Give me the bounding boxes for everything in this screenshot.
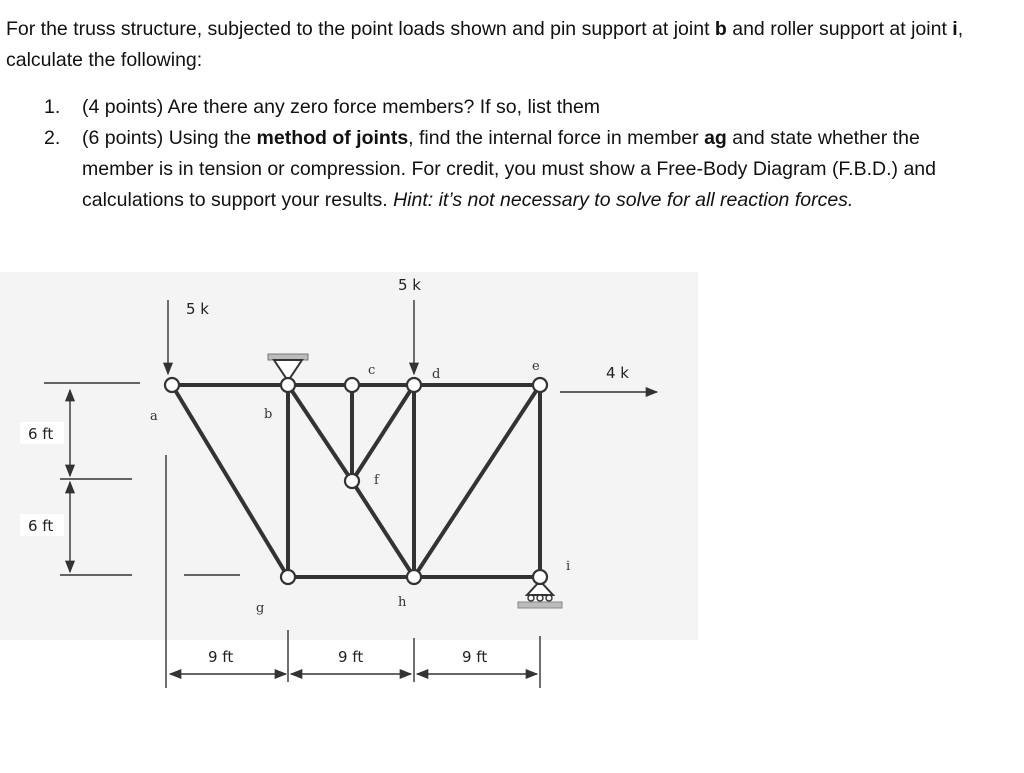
joint-i xyxy=(533,570,547,584)
problem-intro xyxy=(6,14,1006,76)
height-label-2: 6 ft xyxy=(28,517,54,535)
label-joint-d: d xyxy=(432,367,441,382)
question-2-number: 2. xyxy=(44,127,61,149)
label-joint-g: g xyxy=(256,601,265,616)
question-2-hint: Hint: it’s not necessary to solve for all reaction forces. xyxy=(393,189,854,211)
question-list xyxy=(44,92,994,216)
label-joint-b: b xyxy=(264,407,273,422)
question-1 xyxy=(44,92,994,123)
label-joint-i: i xyxy=(566,559,571,574)
label-joint-e: e xyxy=(532,359,540,374)
height-label-1: 6 ft xyxy=(28,425,54,443)
question-2-text-2: , find the internal force in member xyxy=(408,127,705,149)
span-label-1: 9 ft xyxy=(208,648,234,666)
load-label-e: 4 k xyxy=(606,364,629,382)
joint-b xyxy=(281,378,295,392)
intro-text-3: , calculate the following: xyxy=(6,18,964,71)
joint-g xyxy=(281,570,295,584)
question-1-text: (4 points) Are there any zero force members? If so, list them xyxy=(82,96,601,118)
question-2-member: ag xyxy=(704,127,727,149)
joint-e xyxy=(533,378,547,392)
intro-text-2: and roller support at joint xyxy=(726,18,953,40)
figure-background xyxy=(0,272,698,640)
intro-text-1: For the truss structure, subjected to the point loads shown and pin support at joint xyxy=(6,18,715,40)
question-2-text-1: (6 points) Using the xyxy=(82,127,257,149)
intro-joint-b: b xyxy=(714,18,727,40)
joint-h xyxy=(407,570,421,584)
label-joint-c: c xyxy=(368,363,376,378)
joint-a xyxy=(165,378,179,392)
truss-figure xyxy=(0,250,720,690)
joint-c xyxy=(345,378,359,392)
question-2-text-3: and state whether the member is in tension or compression. For credit, you must show a Free-Body Diagram (F.B.D.) and calculations to support your results. xyxy=(82,127,936,211)
load-label-d: 5 k xyxy=(398,276,421,294)
label-joint-f: f xyxy=(374,473,379,488)
span-label-2: 9 ft xyxy=(338,648,364,666)
question-2 xyxy=(44,123,994,216)
load-label-a: 5 k xyxy=(186,300,209,318)
span-label-3: 9 ft xyxy=(462,648,488,666)
joint-f xyxy=(345,474,359,488)
label-joint-h: h xyxy=(398,595,407,610)
intro-joint-i: i xyxy=(952,18,958,40)
joint-d xyxy=(407,378,421,392)
label-joint-a: a xyxy=(150,409,158,424)
question-1-number: 1. xyxy=(44,96,61,118)
question-2-method: method of joints xyxy=(256,127,409,149)
